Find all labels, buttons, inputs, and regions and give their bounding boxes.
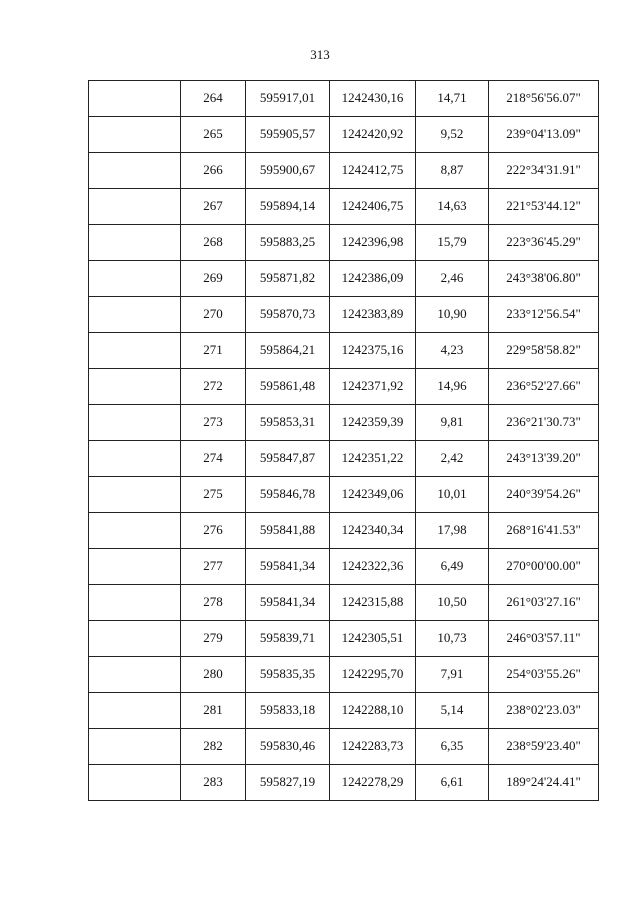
table-row [89,441,599,477]
y-coordinate-cell: 1242420,92 [330,117,416,153]
distance-cell: 2,46 [416,261,489,297]
section-cell [89,549,181,585]
point-number-cell: 274 [181,441,246,477]
distance-cell: 10,01 [416,477,489,513]
distance-cell: 2,42 [416,441,489,477]
y-coordinate-cell: 1242396,98 [330,225,416,261]
table-row [89,297,599,333]
table-row [89,693,599,729]
y-coordinate-cell: 1242322,36 [330,549,416,585]
distance-cell: 9,52 [416,117,489,153]
point-number-cell: 281 [181,693,246,729]
table-row [89,333,599,369]
section-cell [89,477,181,513]
table-row [89,621,599,657]
distance-cell: 9,81 [416,405,489,441]
y-coordinate-cell: 1242359,39 [330,405,416,441]
section-cell [89,585,181,621]
table-row [89,765,599,801]
y-coordinate-cell: 1242283,73 [330,729,416,765]
point-number-cell: 265 [181,117,246,153]
point-number-cell: 279 [181,621,246,657]
coordinates-table [88,80,599,801]
direction-angle-cell: 236°52'27.66" [489,369,599,405]
distance-cell: 10,73 [416,621,489,657]
x-coordinate-cell: 595847,87 [246,441,330,477]
table-row [89,657,599,693]
y-coordinate-cell: 1242412,75 [330,153,416,189]
direction-angle-cell: 229°58'58.82" [489,333,599,369]
distance-cell: 15,79 [416,225,489,261]
table-row [89,549,599,585]
table-row [89,729,599,765]
section-cell [89,333,181,369]
x-coordinate-cell: 595839,71 [246,621,330,657]
section-cell [89,81,181,117]
point-number-cell: 280 [181,657,246,693]
table-row [89,225,599,261]
section-cell [89,513,181,549]
section-cell [89,117,181,153]
y-coordinate-cell: 1242278,29 [330,765,416,801]
y-coordinate-cell: 1242351,22 [330,441,416,477]
y-coordinate-cell: 1242383,89 [330,297,416,333]
direction-angle-cell: 254°03'55.26" [489,657,599,693]
x-coordinate-cell: 595905,57 [246,117,330,153]
point-number-cell: 269 [181,261,246,297]
section-cell [89,297,181,333]
x-coordinate-cell: 595900,67 [246,153,330,189]
coordinates-table-body [89,81,599,801]
y-coordinate-cell: 1242371,92 [330,369,416,405]
y-coordinate-cell: 1242315,88 [330,585,416,621]
x-coordinate-cell: 595830,46 [246,729,330,765]
table-row [89,585,599,621]
x-coordinate-cell: 595841,34 [246,549,330,585]
y-coordinate-cell: 1242288,10 [330,693,416,729]
section-cell [89,405,181,441]
y-coordinate-cell: 1242375,16 [330,333,416,369]
direction-angle-cell: 238°02'23.03" [489,693,599,729]
section-cell [89,189,181,225]
x-coordinate-cell: 595835,35 [246,657,330,693]
section-cell [89,225,181,261]
distance-cell: 6,61 [416,765,489,801]
distance-cell: 14,71 [416,81,489,117]
table-row [89,189,599,225]
direction-angle-cell: 268°16'41.53" [489,513,599,549]
y-coordinate-cell: 1242386,09 [330,261,416,297]
section-cell [89,729,181,765]
section-cell [89,441,181,477]
point-number-cell: 273 [181,405,246,441]
direction-angle-cell: 261°03'27.16" [489,585,599,621]
section-cell [89,657,181,693]
y-coordinate-cell: 1242349,06 [330,477,416,513]
point-number-cell: 283 [181,765,246,801]
point-number-cell: 267 [181,189,246,225]
distance-cell: 14,96 [416,369,489,405]
section-cell [89,153,181,189]
point-number-cell: 270 [181,297,246,333]
x-coordinate-cell: 595846,78 [246,477,330,513]
point-number-cell: 266 [181,153,246,189]
direction-angle-cell: 221°53'44.12" [489,189,599,225]
x-coordinate-cell: 595827,19 [246,765,330,801]
table-row [89,153,599,189]
x-coordinate-cell: 595894,14 [246,189,330,225]
direction-angle-cell: 246°03'57.11" [489,621,599,657]
direction-angle-cell: 222°34'31.91" [489,153,599,189]
y-coordinate-cell: 1242305,51 [330,621,416,657]
section-cell [89,621,181,657]
x-coordinate-cell: 595870,73 [246,297,330,333]
point-number-cell: 271 [181,333,246,369]
distance-cell: 6,35 [416,729,489,765]
table-row [89,81,599,117]
table-row [89,261,599,297]
x-coordinate-cell: 595841,88 [246,513,330,549]
distance-cell: 8,87 [416,153,489,189]
distance-cell: 5,14 [416,693,489,729]
page-number: 313 [310,47,330,62]
table-row [89,369,599,405]
point-number-cell: 275 [181,477,246,513]
distance-cell: 14,63 [416,189,489,225]
point-number-cell: 264 [181,81,246,117]
distance-cell: 6,49 [416,549,489,585]
x-coordinate-cell: 595864,21 [246,333,330,369]
direction-angle-cell: 236°21'30.73" [489,405,599,441]
table-row [89,477,599,513]
direction-angle-cell: 189°24'24.41" [489,765,599,801]
direction-angle-cell: 238°59'23.40" [489,729,599,765]
direction-angle-cell: 243°38'06.80" [489,261,599,297]
direction-angle-cell: 239°04'13.09" [489,117,599,153]
distance-cell: 10,90 [416,297,489,333]
point-number-cell: 277 [181,549,246,585]
distance-cell: 4,23 [416,333,489,369]
point-number-cell: 272 [181,369,246,405]
x-coordinate-cell: 595883,25 [246,225,330,261]
direction-angle-cell: 243°13'39.20" [489,441,599,477]
x-coordinate-cell: 595841,34 [246,585,330,621]
distance-cell: 17,98 [416,513,489,549]
x-coordinate-cell: 595917,01 [246,81,330,117]
direction-angle-cell: 233°12'56.54" [489,297,599,333]
distance-cell: 10,50 [416,585,489,621]
table-row [89,117,599,153]
direction-angle-cell: 218°56'56.07" [489,81,599,117]
x-coordinate-cell: 595833,18 [246,693,330,729]
section-cell [89,369,181,405]
point-number-cell: 276 [181,513,246,549]
table-row [89,513,599,549]
y-coordinate-cell: 1242340,34 [330,513,416,549]
direction-angle-cell: 270°00'00.00" [489,549,599,585]
y-coordinate-cell: 1242295,70 [330,657,416,693]
y-coordinate-cell: 1242430,16 [330,81,416,117]
section-cell [89,261,181,297]
direction-angle-cell: 223°36'45.29" [489,225,599,261]
point-number-cell: 282 [181,729,246,765]
point-number-cell: 268 [181,225,246,261]
distance-cell: 7,91 [416,657,489,693]
x-coordinate-cell: 595871,82 [246,261,330,297]
direction-angle-cell: 240°39'54.26" [489,477,599,513]
section-cell [89,765,181,801]
table-row [89,405,599,441]
x-coordinate-cell: 595853,31 [246,405,330,441]
y-coordinate-cell: 1242406,75 [330,189,416,225]
point-number-cell: 278 [181,585,246,621]
section-cell [89,693,181,729]
x-coordinate-cell: 595861,48 [246,369,330,405]
